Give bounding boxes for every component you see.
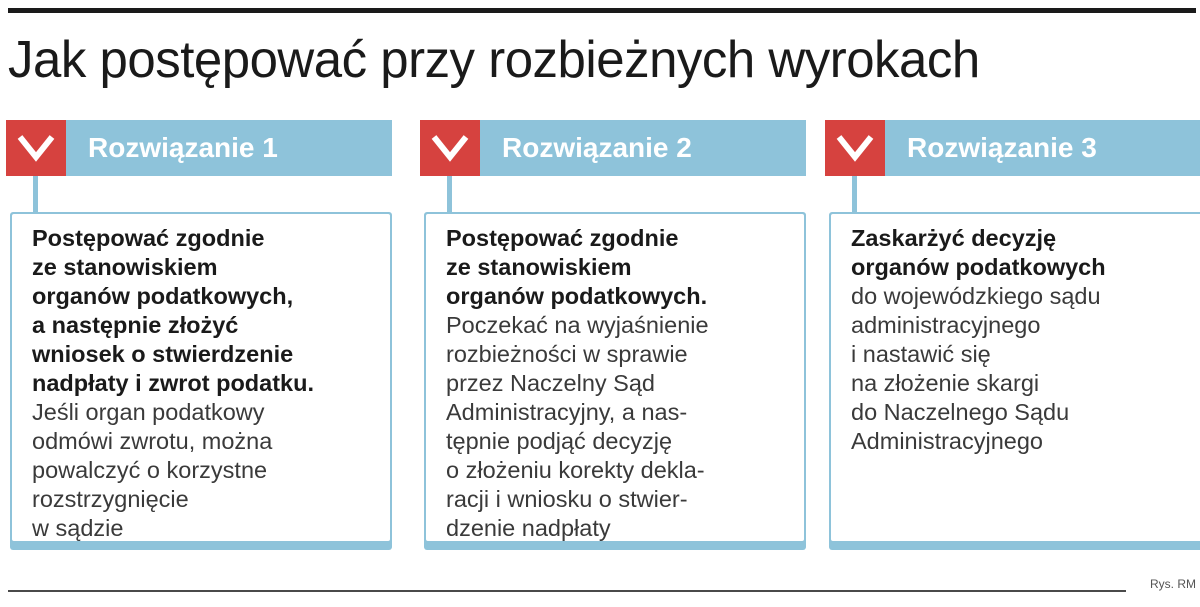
top-rule <box>8 8 1196 13</box>
solution-card-inner-1 <box>12 214 390 541</box>
solution-card-2 <box>424 212 806 550</box>
solution-text-1 <box>32 224 382 543</box>
chevron-down-icon <box>17 133 55 163</box>
solution-normal-text-1: Jeśli organ podatkowy odmówi zwrotu, można powalczyć o korzystne rozstrzygnięcie w sądzie <box>32 399 273 541</box>
solution-column-2 <box>420 120 808 560</box>
solution-label-1: Rozwiązanie 1 <box>88 132 278 163</box>
solution-normal-text-2: Poczekać na wyjaśnienie rozbieżności w sprawie przez Naczelny Sąd Administracyjny, a nas- tępnie podjąć decyzję o złożeniu korekty dekla- racji i wniosku o stwier- dzenie nadpłaty <box>446 312 709 541</box>
connector-line-1 <box>33 176 38 214</box>
solution-column-3 <box>825 120 1200 560</box>
solution-label-2: Rozwiązanie 2 <box>502 132 692 163</box>
solution-header-2 <box>420 120 806 176</box>
chevron-box-1 <box>6 120 66 176</box>
solution-header-3 <box>825 120 1200 176</box>
solution-header-1 <box>6 120 392 176</box>
connector-line-2 <box>447 176 452 214</box>
solution-text-2 <box>446 224 796 543</box>
credit-text: Rys. RM <box>1150 577 1196 591</box>
solution-column-1 <box>6 120 394 560</box>
chevron-box-3 <box>825 120 885 176</box>
connector-line-3 <box>852 176 857 214</box>
solution-normal-text-3: do wojewódzkiego sądu administracyjnego i nastawić się na złożenie skargi do Naczelnego Sądu Administracyjnego <box>851 283 1101 454</box>
solution-bold-text-3: Zaskarżyć decyzję organów podatkowych <box>851 225 1106 280</box>
chevron-down-icon <box>836 133 874 163</box>
solution-card-inner-3 <box>831 214 1200 541</box>
solution-card-inner-2 <box>426 214 804 541</box>
solution-card-3 <box>829 212 1200 550</box>
solution-bold-text-1: Postępować zgodnie ze stanowiskiem organów podatkowych, a następnie złożyć wniosek o stwierdzenie nadpłaty i zwrot podatku. <box>32 225 315 396</box>
solution-label-3: Rozwiązanie 3 <box>907 132 1097 163</box>
solution-card-1 <box>10 212 392 550</box>
solution-text-3 <box>851 224 1200 456</box>
chevron-down-icon <box>431 133 469 163</box>
bottom-rule <box>8 590 1126 592</box>
page-title: Jak postępować przy rozbieżnych wyrokach <box>8 31 980 89</box>
solution-bold-text-2: Postępować zgodnie ze stanowiskiem organów podatkowych. <box>446 225 708 309</box>
chevron-box-2 <box>420 120 480 176</box>
